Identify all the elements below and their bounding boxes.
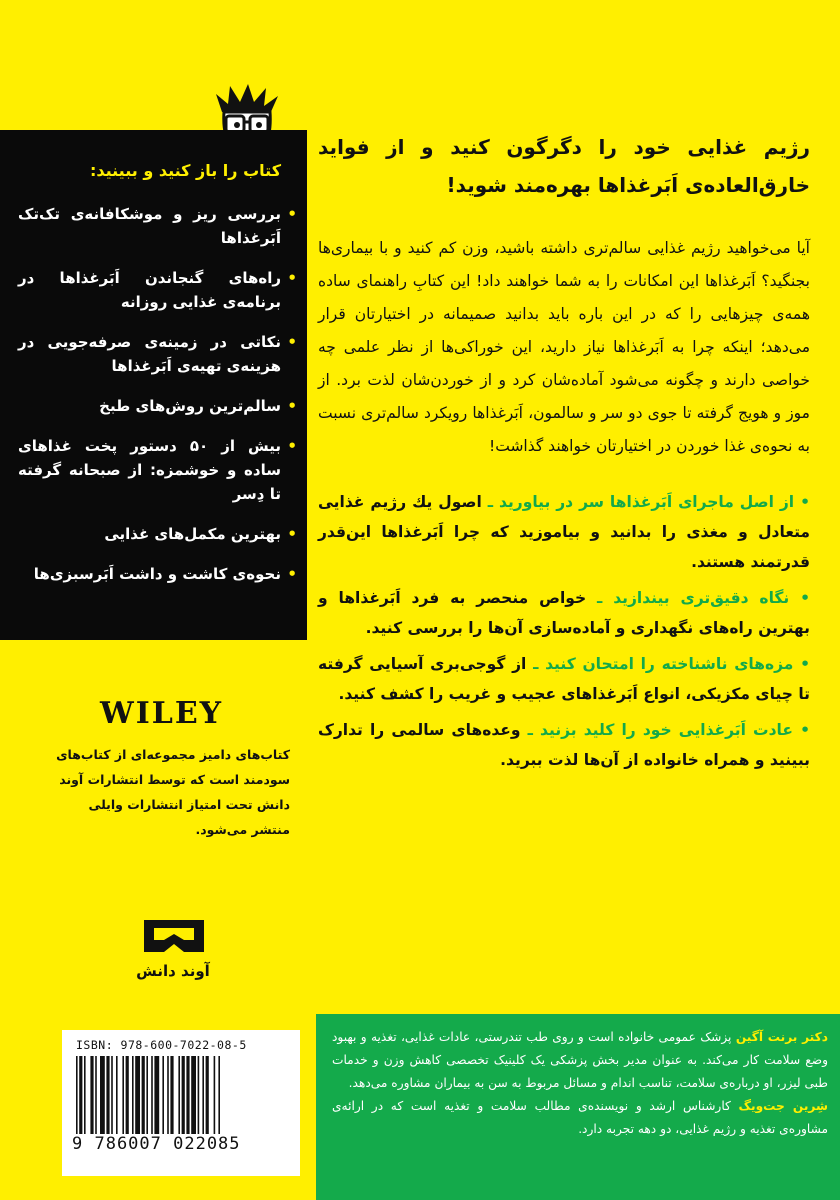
author-2-bio: شِرین جت‌ویگ کارشناس ارشد و نویسنده‌ی مطالب سلامت و تغذیه است که در ارائه‌ی مشاوره‌ی تغذیه و رژیم غذایی، دو دهه تجربه دارد. — [332, 1099, 828, 1136]
barcode-bar — [79, 1056, 82, 1134]
barcode-bar — [122, 1056, 124, 1134]
wiley-description: کتاب‌های دامیز مجموعه‌ای از کتاب‌های سودمند است که توسط انتشارات آوند دانش تحت امتیاز انتشارات وایلی منتشر می‌شود. — [56, 747, 290, 837]
sidebar-features-box — [0, 130, 307, 640]
feature-item: • مزه‌های ناشناخته را امتحان کنید ـ از گوجی‌بری آسیایی گرفته تا چیای مکزیکی، انواع اَبَرغذاهای عجیب و غریب را کشف کنید. — [318, 655, 810, 703]
feature-list — [318, 487, 810, 775]
bullet-icon: • — [287, 397, 297, 415]
publisher-name: آوند دانش — [136, 962, 210, 980]
barcode-bar — [154, 1056, 159, 1134]
barcode-bar — [218, 1056, 220, 1134]
sidebar-list — [18, 202, 297, 586]
bullet-icon: • — [287, 333, 297, 351]
barcode-bar — [186, 1056, 189, 1134]
headline: رژیم غذایی خود را دگرگون کنید و از فواید خارق‌العاده‌ی اَبَرغذاها بهره‌مند شوید! — [318, 135, 810, 197]
feature-item: • نگاه دقیق‌تری بیندازید ـ خواص منحصر به فرد اَبَرغذاها و بهترین راه‌های نگهداری و آماده‌سازی آن‌ها را بررسی کنید. — [318, 589, 810, 637]
barcode-bar — [90, 1056, 93, 1134]
bullet-icon: • — [287, 565, 297, 583]
barcode-bar — [206, 1056, 209, 1134]
barcode-bar — [95, 1056, 97, 1134]
authors-box — [316, 1014, 840, 1200]
barcode-bar — [100, 1056, 105, 1134]
barcode-bar — [191, 1056, 196, 1134]
barcode-bar — [151, 1056, 153, 1134]
barcode-bar — [126, 1056, 129, 1134]
author-1-bio: دکتر برنت آگین پزشک عمومی خانواده است و روی طب تندرستی، عادات غذایی، تغذیه و بهبود وضع سلامت کار می‌کند. به عنوان مدیر بخش پزشکی یک کلینیک تخصصی کاهش وزن و خدمات طبی لیزر، او درباره‌ی سلامت، تناسب اندام و مسائل مربوط به سن به بیماران مشاوره می‌دهد. — [332, 1030, 828, 1090]
barcode-bar — [170, 1056, 173, 1134]
intro-paragraph: آیا می‌خواهید رژیم غذایی سالم‌تری داشته باشید، وزن کم کنید و با بیماری‌ها بجنگید؟ اَبَرغذاها این امکانات را به شما خواهند داد! این کتابِ راهنمای ساده همه‌ی چیزهایی را که در این باره باید بدانید صمیمانه در اختیارتان قرار می‌دهد؛ اینکه چرا به اَبَرغذاها نیاز دارید، این خوراکی‌ها از نظر علمی چه خواصی دارند و چگونه می‌شود آماده‌شان کرد و از خوردن‌شان لذت برد. از موز و هویج گرفته تا جوی دو سر و سالمون، اَبَرغذاها رویکرد سالم‌تری نسبت به نحوه‌ی غذا خوردن در اختیارتان خواهند گذاشت! — [318, 239, 810, 455]
barcode-bar — [182, 1056, 185, 1134]
barcode-digits: 9 786007 022085 — [72, 1134, 241, 1154]
publisher-book-icon — [140, 918, 208, 954]
barcode-bar — [162, 1056, 164, 1134]
main-text-column — [318, 128, 810, 775]
isbn-text: ISBN: 978-600-7022-08-5 — [76, 1038, 247, 1052]
bullet-icon: • — [287, 525, 297, 543]
bullet-icon: • — [287, 205, 297, 223]
barcode — [62, 1030, 300, 1176]
list-item: • نحوه‌ی کاشت و داشت اَبَرسبزی‌ها — [18, 562, 281, 586]
barcode-bar — [132, 1056, 134, 1134]
barcode-bar — [167, 1056, 169, 1134]
barcode-bar — [111, 1056, 113, 1134]
feature-item: • عادت اَبَرغذایی خود را کلید بزنید ـ وعده‌های سالمی را تدارک ببینید و همراه خانواده از آن‌ها لذت ببرید. — [318, 721, 810, 769]
bullet-icon: • — [287, 437, 297, 455]
barcode-bar — [116, 1056, 118, 1134]
barcode-bars-icon — [74, 1056, 288, 1134]
sidebar-heading: کتاب را باز کنید و ببینید: — [89, 161, 281, 180]
barcode-bar — [198, 1056, 200, 1134]
wiley-logo: WILEY — [100, 696, 224, 731]
barcode-bar — [146, 1056, 148, 1134]
barcode-bar — [214, 1056, 216, 1134]
barcode-bar — [142, 1056, 145, 1134]
barcode-bar — [135, 1056, 140, 1134]
list-item: • راه‌های گنجاندن اَبَرغذاها در برنامه‌ی غذایی روزانه — [18, 266, 281, 314]
list-item: • بررسی ریز و موشکافانه‌ی تک‌تک اَبَرغذاها — [18, 202, 281, 250]
list-item: • بهترین مکمل‌های غذایی — [18, 522, 281, 546]
barcode-bar — [202, 1056, 204, 1134]
barcode-bar — [76, 1056, 78, 1134]
barcode-bar — [178, 1056, 180, 1134]
list-item: • بیش از ۵۰ دستور پخت غذاهای ساده و خوشمزه: از صبحانه گرفته تا دِسر — [18, 434, 281, 506]
bullet-icon: • — [287, 269, 297, 287]
list-item: • نکاتی در زمینه‌ی صرفه‌جویی در هزینه‌ی تهیه‌ی اَبَرغذاها — [18, 330, 281, 378]
feature-item: • از اصل ماجرای اَبَرغذاها سر در بیاورید ـ اصول یك رژیم غذایی متعادل و مغذی را بدانید و بیاموزید که چرا اَبَرغذاها این‌قدر قدرتمند هستند. — [318, 493, 810, 571]
author-2-name: شِرین جت‌ویگ — [738, 1099, 828, 1113]
barcode-bar — [84, 1056, 86, 1134]
barcode-bar — [106, 1056, 109, 1134]
list-item: • سالم‌ترین روش‌های طبخ — [18, 394, 281, 418]
author-1-name: دکتر برنت آگین — [735, 1030, 828, 1044]
